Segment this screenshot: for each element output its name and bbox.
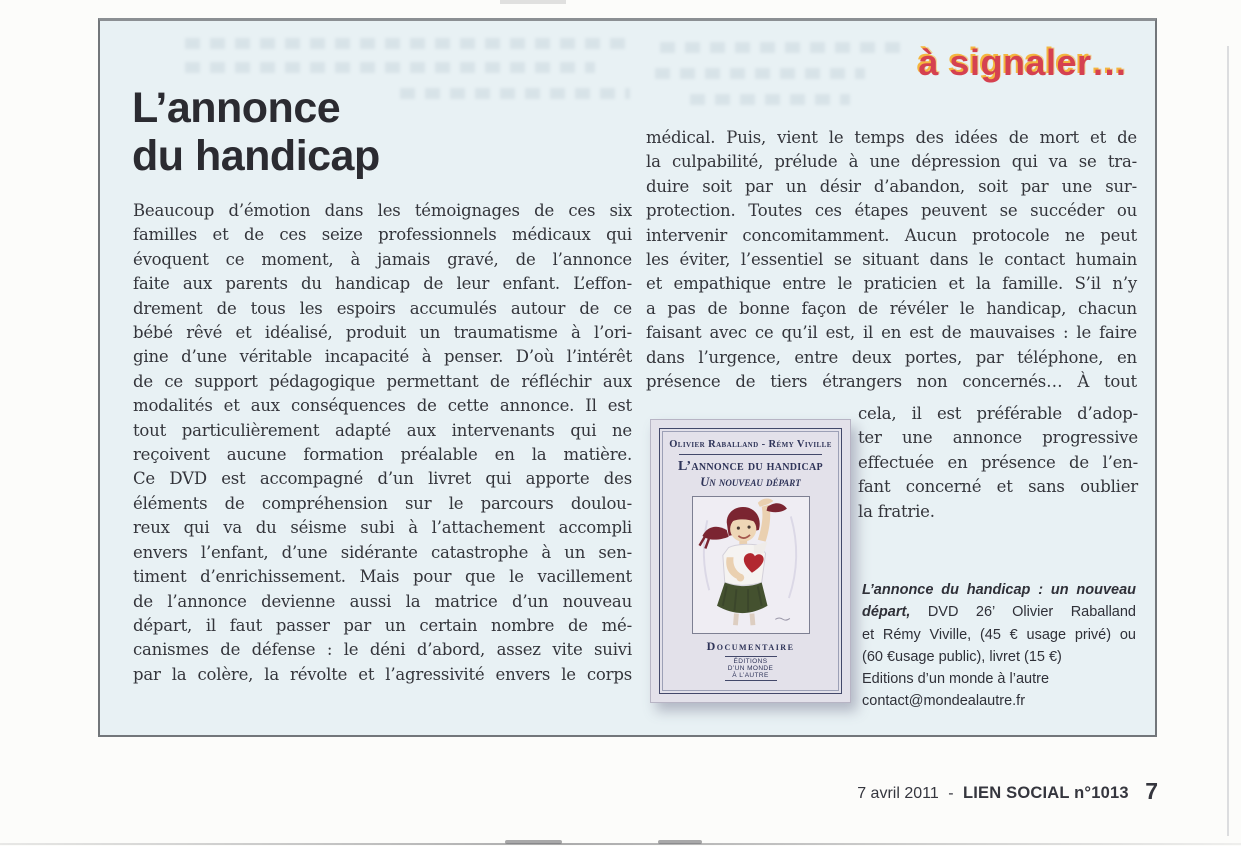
article-title-line1: L’annonce [132,84,341,132]
dvd-genre: Documentaire [706,639,795,653]
dvd-publisher-line: D’UN MONDE [727,665,774,672]
footer-page-number: 7 [1145,778,1158,804]
article-left-column [133,199,632,687]
text-line: protection. Toutes ces étapes peuvent se succéder ou [646,201,1137,221]
dvd-subtitle: Un nouveau départ [700,475,801,489]
text-line: a pas de bonne façon de révéler le handicap, chacun [646,298,1137,318]
dvd-rule [679,454,823,455]
article-title-line2: du handicap [132,132,380,180]
caption-title-bold: départ, [862,604,911,621]
text-line: départ, il faut passer par un certain nombre de mé- [133,615,632,635]
text-line: gine d’une véritable incapacité à penser. D’où l’intérêt [133,347,632,367]
dvd-caption [862,579,1136,713]
text-line: canismes de défense : le déni d’abord, assez vite suivi [133,640,632,660]
text-line: familles et de ces seize professionnels médicaux qui [133,225,632,245]
article-title [132,84,380,180]
text-line: évoquent ce moment, à jamais gravé, de l’annonce [133,249,632,269]
footer-magazine-name: LIEN SOCIAL n°1013 [962,784,1129,802]
text-line: bébé rêvé et idéalisé, produit un traumatisme à l’ori- [133,323,632,343]
scan-artifact [0,843,1241,845]
print-bleed-artifact [690,94,850,105]
text-line: Ce DVD est accompagné d’un livret qui apporte des [133,469,632,489]
text-line: duire soit par un désir d’abandon, soit par une sur- [646,176,1137,196]
text-line: fant concerné et sans oublier [858,477,1138,497]
caption-email: contact@mondealautre.fr [862,693,1026,710]
dvd-authors: Olivier Raballand - Rémy Viville [669,439,832,450]
article-right-column [646,126,1137,394]
text-line: intervenir concomitamment. Aucun protocole ne peut [646,225,1137,245]
text-line: les éviter, l’essentiel se situant dans le contact humain [646,250,1137,270]
footer-date: 7 avril 2011 [857,785,939,802]
section-header: à signaler… [918,42,1128,83]
caption-text: DVD 26’ Olivier Raballand [927,604,1136,621]
text-line: effectuée en présence de l’en- [858,452,1138,472]
text-line: de ce support pédagogique permettant de réfléchir aux [133,371,632,391]
text-line: envers l’enfant, d’une sidérante catastrophe à un sen- [133,542,632,562]
text-line: ter une annonce progressive [858,428,1138,448]
print-bleed-artifact [185,62,595,73]
girl-illustration [692,496,810,634]
scan-artifact [500,0,566,4]
text-line: et empathique entre le praticien et la famille. S’il n’y [646,274,1137,294]
article-wrap-column [858,402,1138,524]
scan-artifact [658,840,702,844]
caption-line: (60 €usage public), livret (15 €) [862,648,1062,665]
text-line: éléments de compréhension sur le parcours doulou- [133,493,632,513]
text-line: la fratrie. [858,501,935,521]
text-line: de l’annonce devienne aussi la matrice d’un nouveau [133,591,632,611]
text-line: tout particulièrement adapté aux intervenants qui ne [133,420,632,440]
caption-title-bold: L’annonce du handicap : un nouveau [862,582,1136,598]
caption-line [862,579,1136,601]
print-bleed-artifact [400,88,630,99]
text-line: cela, il est préférable d’adop- [858,404,1138,423]
text-line: timent d’enrichissement. Mais pour que le vacillement [133,567,632,587]
text-line: reux qui va du séisme subi à l’attachement accompli [133,518,632,538]
text-line: la culpabilité, prélude à une dépression qui va se tra- [646,152,1137,172]
dvd-cover-image [650,419,851,703]
text-line: faisant avec ce qu’il est, il en est de mauvaises : le faire [646,323,1137,343]
print-bleed-artifact [185,38,625,49]
text-line: drement de tous les espoirs accumulés autour de ce [133,298,632,318]
dvd-publisher-line: À L’AUTRE [732,672,769,679]
dvd-publisher-logo [725,656,777,681]
footer-separator: - [948,785,954,802]
caption-publisher: Editions d’un monde à l’autre [862,671,1050,688]
text-line: par la colère, la révolte et l’agressivité envers le corps [133,664,632,684]
text-line: médical. Puis, vient le temps des idées de mort et de [646,128,1137,147]
text-line: présence de tiers étrangers non concernés… À tout [646,372,1137,392]
dvd-title: L’annonce du handicap [678,459,823,474]
caption-line [862,601,1136,623]
text-line: modalités et aux conséquences de cette annonce. Il est [133,396,632,416]
page-footer [0,778,1158,805]
scan-artifact [1227,46,1229,836]
text-line: reçoivent aucune formation préalable en la matière. [133,445,632,465]
dvd-publisher-line: ÉDITIONS [733,658,768,665]
print-bleed-artifact [655,68,865,79]
print-bleed-artifact [660,42,910,53]
scan-artifact [505,840,562,844]
text-line: dans l’urgence, entre deux portes, par téléphone, en [646,347,1137,367]
caption-line: et Rémy Viville, (45 € usage privé) ou [862,626,1136,643]
text-line: faite aux parents du handicap de leur enfant. L’effon- [133,274,632,294]
text-line: Beaucoup d’émotion dans les témoignages de ces six [133,201,632,220]
